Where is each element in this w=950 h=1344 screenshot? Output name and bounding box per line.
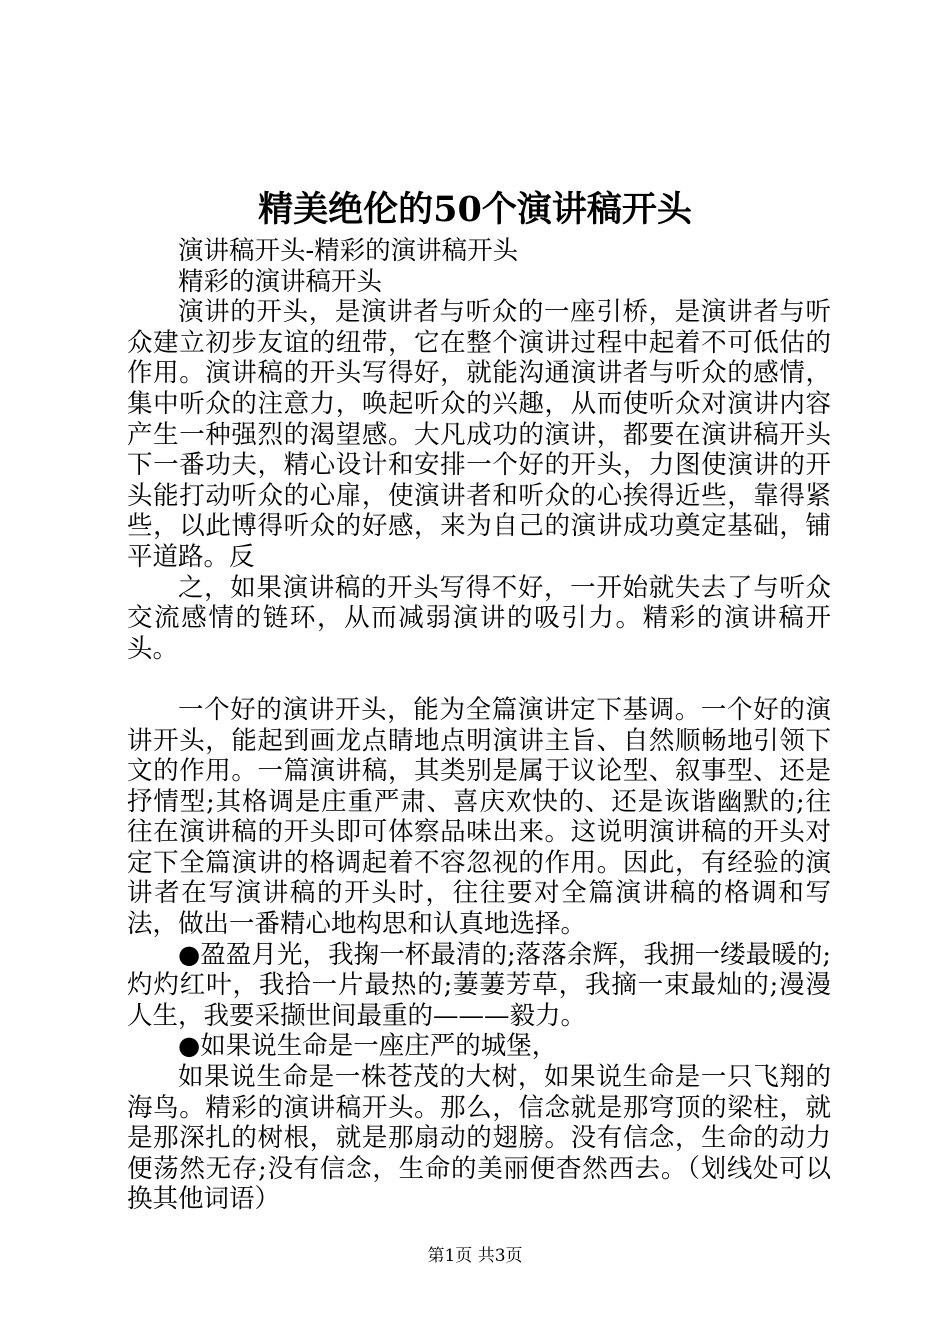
paragraph-tone: 一个好的演讲开头，能为全篇演讲定下基调。一个好的演讲开头，能起到画龙点睛地点明演讲主旨、自然顺畅地引领下文的作用。一篇演讲稿，其类别是属于议论型、叙事型、还是抒情型;其格调是庄重严肃、喜庆欢快的、还是诙谐幽默的;往往在演讲稿的开头即可体察品味出来。这说明演讲稿的开头对定下全篇演讲的格调起着不容忽视的作用。因此，有经验的演讲者在写演讲稿的开头时，往往要对全篇演讲稿的格调和写法，做出一番精心地构思和认真地选择。 — [127, 694, 831, 940]
page-footer: 第1页 共3页 — [427, 1246, 523, 1266]
document-title: 精美绝伦的50个演讲稿开头 — [258, 189, 692, 230]
paragraph-example-2-cont: 如果说生命是一株苍茂的大树，如果说生命是一只飞翔的海鸟。精彩的演讲稿开头。那么，信念就是那穹顶的梁柱，就是那深扎的树根，就是那扇动的翅膀。没有信念，生命的动力便荡然无存;没有信念，生命的美丽便杳然西去。（划线处可以换其他词语） — [127, 1062, 831, 1215]
paragraph-subtitle: 演讲稿开头-精彩的演讲稿开头 — [178, 236, 519, 266]
paragraph-example-2: ●如果说生命是一座庄严的城堡， — [178, 1031, 558, 1062]
paragraph-intro: 演讲的开头，是演讲者与听众的一座引桥，是演讲者与听众建立初步友谊的纽带，它在整个演讲过程中起着不可低估的作用。演讲稿的开头写得好，就能沟通演讲者与听众的感情，集中听众的注意力，唤起听众的兴趣，从而使听众对演讲内容产生一种强烈的渴望感。大凡成功的演讲，都要在演讲稿开头下一番功夫，精心设计和安排一个好的开头，力图使演讲的开头能打动听众的心扉，使演讲者和听众的心挨得近些，靠得紧些，以此博得听众的好感，来为自己的演讲成功奠定基础，铺平道路。反 — [127, 297, 831, 572]
paragraph-spacer — [127, 664, 831, 695]
document-body — [127, 236, 831, 1215]
paragraph-contrast: 之，如果演讲稿的开头写得不好，一开始就失去了与听众交流感情的链环，从而减弱演讲的吸引力。精彩的演讲稿开头。 — [127, 572, 831, 664]
paragraph-heading: 精彩的演讲稿开头 — [178, 266, 383, 297]
paragraph-example-1: ●盈盈月光，我掬一杯最清的;落落余辉，我拥一缕最暖的;灼灼红叶，我拾一片最热的;萋萋芳草，我摘一束最灿的;漫漫人生，我要采撷世间最重的———毅力。 — [127, 939, 831, 1031]
